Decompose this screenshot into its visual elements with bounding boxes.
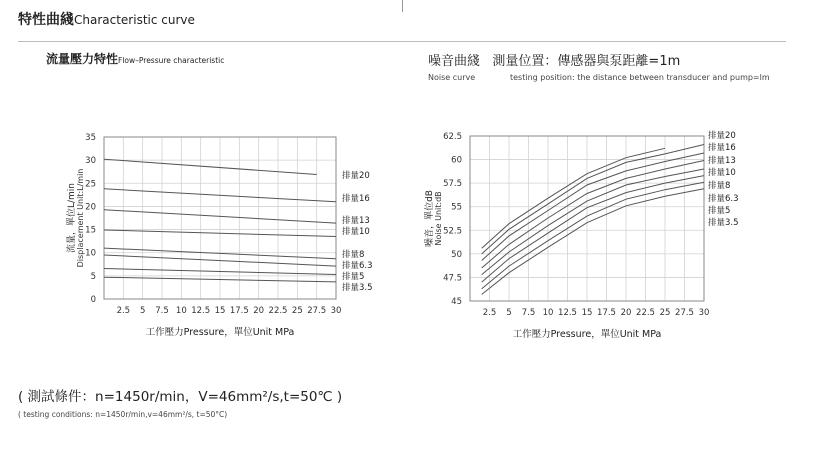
noise-chart-testing-en: testing position: the distance between transducer and pump=lm: [510, 73, 770, 82]
noise-y-tick-label: 47.5: [443, 273, 462, 284]
page-title-cn: 特性曲綫: [18, 12, 74, 28]
noise-series-line: [482, 161, 704, 269]
noise-y-tick-label: 62.5: [443, 132, 462, 142]
noise-x-tick-label: 2.5: [482, 308, 497, 318]
flow-series-label: 排量16: [342, 194, 370, 204]
flow-y-tick-label: 10: [85, 248, 96, 259]
flow-x-axis-label: 工作壓力Pressure，單位Unit MPa: [145, 327, 295, 338]
noise-x-tick-label: 20: [620, 308, 632, 318]
noise-y-tick-label: 60: [451, 155, 462, 166]
flow-series-label: 排量5: [342, 272, 365, 282]
noise-y-tick-label: 57.5: [443, 179, 462, 190]
flow-y-tick-label: 5: [90, 271, 96, 282]
noise-x-tick-label: 5: [506, 308, 512, 318]
noise-y-tick-label: 50: [451, 249, 462, 260]
flow-y-tick-label: 25: [85, 179, 96, 190]
noise-series-label: 排量16: [708, 143, 736, 153]
flow-y-tick-label: 20: [85, 202, 96, 213]
noise-series-label: 排量20: [708, 131, 736, 141]
flow-x-tick-label: 15: [214, 306, 226, 316]
flow-y-tick-label: 0: [90, 295, 96, 305]
flow-x-tick-label: 22.5: [268, 306, 288, 316]
test-conditions-en: ( testing conditions: n=1450r/min,v=46mm²/s, t=50°C): [18, 410, 228, 419]
flow-x-tick-label: 2.5: [116, 306, 131, 316]
noise-y-tick-label: 52.5: [443, 226, 462, 237]
flow-y-tick-label: 35: [85, 133, 96, 143]
flow-series-label: 排量13: [342, 216, 370, 226]
flow-x-tick-label: 20: [253, 306, 265, 316]
flow-series-label: 排量8: [342, 250, 365, 260]
flow-x-tick-label: 30: [330, 306, 342, 316]
noise-y-tick-label: 55: [451, 202, 462, 213]
noise-x-tick-label: 30: [698, 308, 710, 318]
noise-x-tick-label: 17.5: [597, 308, 616, 318]
flow-chart-title-cn: 流量壓力特性: [46, 52, 119, 66]
noise-chart-testing-cn: 測量位置：傳感器與泵距離=1m: [492, 54, 681, 69]
flow-x-tick-label: 5: [139, 306, 146, 316]
noise-x-tick-label: 10: [542, 308, 554, 318]
noise-series-label: 排量13: [708, 156, 736, 166]
noise-x-axis-label: 工作壓力Pressure，單位Unit MPa: [512, 329, 662, 340]
noise-chart-title-cn: 噪音曲綫: [428, 54, 481, 69]
noise-x-tick-label: 12.5: [558, 308, 577, 318]
flow-series-label: 排量10: [342, 227, 370, 237]
noise-y-axis-label-en: Noise Unit:dB: [434, 191, 443, 246]
noise-series-label: 排量3.5: [708, 218, 739, 228]
page-title-en: Characteristic curve: [74, 13, 195, 27]
flow-x-tick-label: 27.5: [307, 306, 327, 316]
test-conditions-cn: ( 測試條件：n=1450r/min，V=46mm²/s,t=50℃ ): [18, 389, 343, 405]
noise-series-label: 排量8: [708, 181, 731, 191]
flow-chart-title-en: Flow–Pressure characteristic: [118, 56, 225, 65]
flow-series-label: 排量3.5: [342, 283, 373, 293]
noise-series-label: 排量10: [708, 168, 736, 178]
noise-x-tick-label: 25: [659, 308, 671, 318]
flow-series-label: 排量6.3: [342, 261, 373, 271]
flow-y-tick-label: 15: [85, 225, 96, 236]
flow-x-tick-label: 25: [291, 306, 303, 316]
noise-series-label: 排量6.3: [708, 194, 739, 204]
noise-y-tick-label: 45: [451, 297, 462, 307]
flow-x-tick-label: 7.5: [155, 306, 169, 316]
flow-y-axis-label-cn: 流量，單位L/min: [67, 182, 77, 254]
flow-y-axis-label-en: Displacement Unit:L/min: [76, 168, 85, 268]
noise-x-tick-label: 15: [581, 308, 593, 318]
noise-series-line: [482, 169, 704, 275]
noise-y-axis-label-cn: 噪音，單位dB: [425, 190, 435, 247]
flow-series-label: 排量20: [342, 171, 370, 181]
flow-x-tick-label: 10: [175, 306, 187, 316]
noise-x-tick-label: 7.5: [521, 308, 536, 318]
noise-series-label: 排量5: [708, 206, 731, 216]
flow-x-tick-label: 12.5: [191, 306, 211, 316]
noise-series-line: [482, 189, 704, 295]
noise-x-tick-label: 27.5: [675, 308, 694, 318]
flow-y-tick-label: 30: [85, 156, 96, 167]
noise-chart-title-en: Noise curve: [428, 73, 476, 82]
noise-x-tick-label: 22.5: [636, 308, 655, 318]
flow-x-tick-label: 17.5: [229, 306, 249, 316]
